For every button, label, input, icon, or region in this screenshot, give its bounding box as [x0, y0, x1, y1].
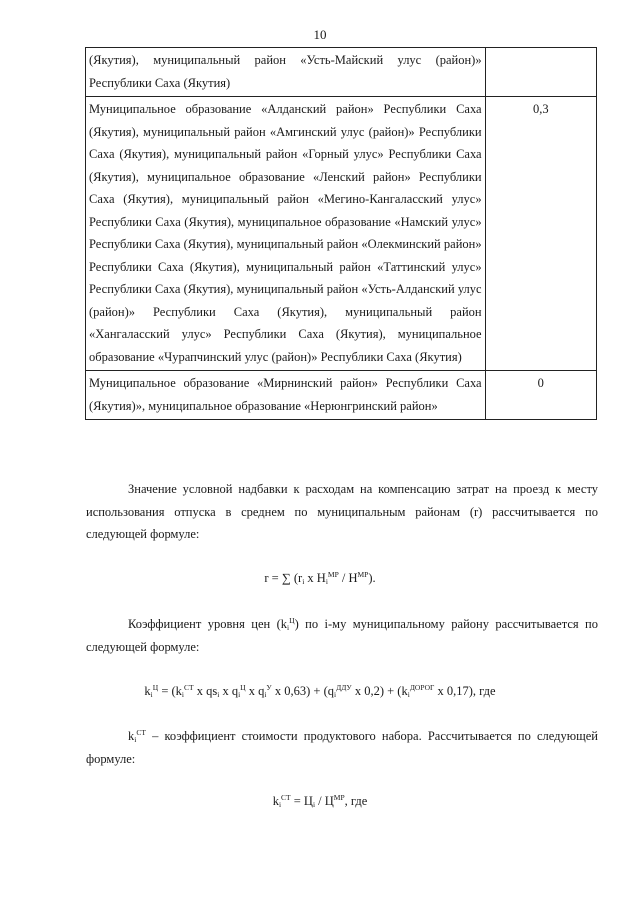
paragraph-cost-coefficient: $k_i^{CT}$ – коэффициент стоимости продуктового набора. Рассчитывается по следующей формуле: [86, 728, 598, 766]
formula-cost-coefficient: $k_i^{CT} = Ц_i / Ц^{MP}$, где [272, 793, 368, 809]
table-row [86, 48, 597, 97]
formula-r: r = ∑ ($r_i$ x $H_i^{MP} / H^{MP}$). [264, 570, 376, 586]
table-row [86, 97, 597, 371]
table-cell-value: 0,3 [485, 97, 596, 371]
table-cell-regions: (Якутия), муниципальный район «Усть-Майский улус (район)» Республики Саха (Якутия) [86, 48, 486, 97]
table-cell-regions: Муниципальное образование «Алданский район» Республики Саха (Якутия), муниципальный район «Амгинский улус (район)» Республики Саха (Якутия), муниципальный район «Горный улус» Республики Саха (Якутия), муниципальное образование «Ленский район» Республики Саха (Якутия), муниципальный район «Мегино-Кангаласский улус» Республики Саха (Якутия), муниципальное образование «Намский улус» Республики Саха (Якутия), муниципальный район «Олекминский район» Республики Саха (Якутия), муниципальный район «Таттинский улус» Республики Саха (Якутия), муниципальный район «Усть-Алданский улус (район)» Республики Саха (Якутия), муниципальный район «Хангаласский улус» Республики Саха (Якутия), муниципальное образование «Чурапчинский улус (район)» Республики Саха (Якутия) [86, 97, 486, 371]
paragraph-price-coefficient: Коэффициент уровня цен $(k_i^Ц)$ по i-му муниципальному району рассчитывается по следующей формуле: [86, 616, 598, 654]
formula-price-coefficient: $k_i^Ц = (k_i^{CT}$ x $qs_i$ x $q_i^Ц$ x $q_i^У$ x $0,63) + (q_i^{ДДУ}$ x $0,2) + (k_i^{ДОРОГ}$ x 0,17), где [144, 683, 496, 699]
table-cell-regions: Муниципальное образование «Мирнинский район» Республики Саха (Якутия)», муниципальное образование «Нерюнгринский район» [86, 371, 486, 420]
page-number: 10 [313, 27, 327, 42]
regions-table [85, 47, 597, 420]
table-row [86, 371, 597, 420]
table-cell-value [485, 48, 596, 97]
table-cell-value: 0 [485, 371, 596, 420]
paragraph-r-description: Значение условной надбавки к расходам на компенсацию затрат на проезд к месту использования отпуска в среднем по муниципальным районам (r) рассчитывается по следующей формуле: [86, 482, 598, 542]
